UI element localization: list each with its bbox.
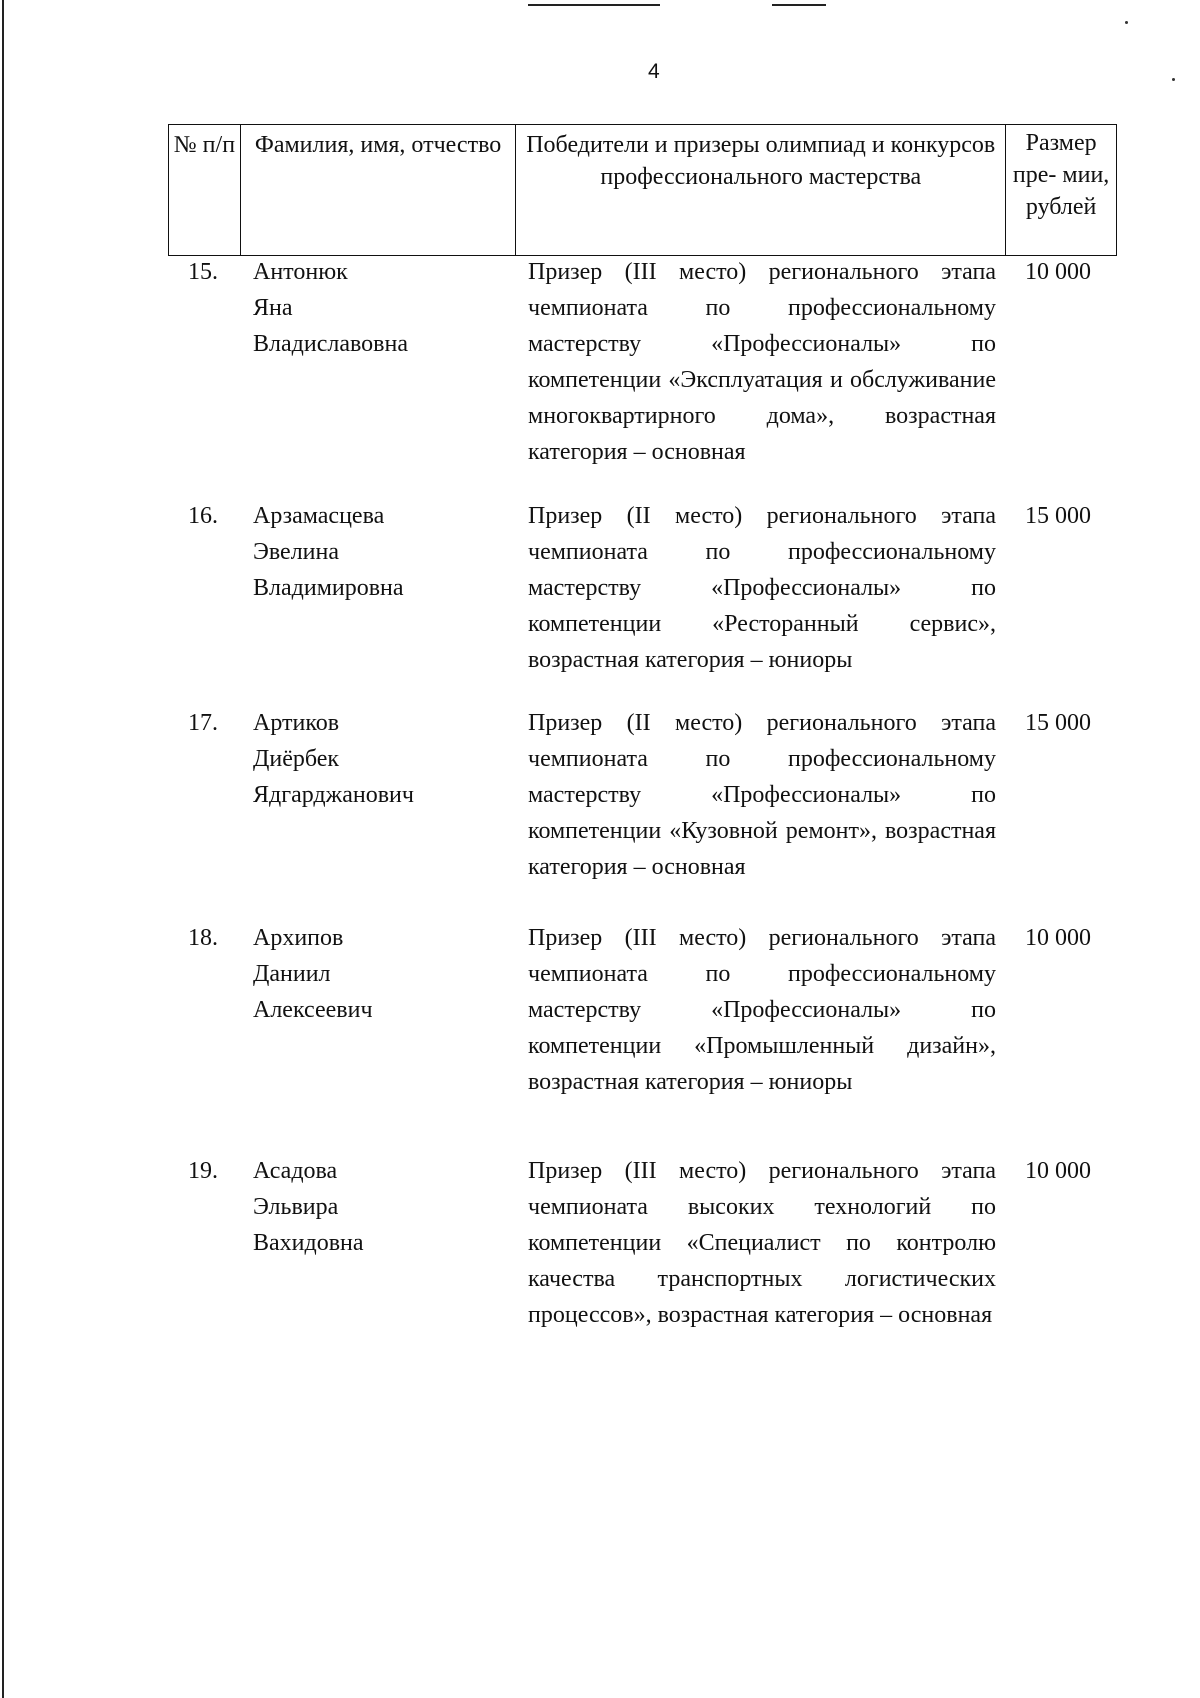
scan-mark — [528, 4, 660, 6]
first-name: Эльвира — [253, 1194, 339, 1220]
page-number: 4 — [648, 60, 660, 83]
row-number: 17. — [188, 710, 218, 736]
achievement-description: Призер (III место) регионального этапа чемпионата по профессиональному мастерству «Профессионалы» по компетенции «Эксплуатация и обслуживание многоквартирного дома», возрастная категория – основная — [528, 259, 996, 465]
patronymic: Вахидовна — [253, 1230, 364, 1256]
surname: Артиков — [253, 710, 340, 736]
row-number: 16. — [188, 503, 218, 529]
achievement-description: Призер (III место) регионального этапа чемпионата высоких технологий по компетенции «Специалист по контролю качества транспортных логистических процессов», возрастная категория – основная — [528, 1158, 996, 1328]
header-number: № п/п — [169, 125, 241, 255]
award-amount: 10 000 — [1025, 1158, 1091, 1184]
first-name: Эвелина — [253, 539, 340, 565]
surname: Антонюк — [253, 259, 348, 285]
patronymic: Ядгарджанович — [253, 782, 414, 808]
first-name: Яна — [253, 295, 293, 321]
first-name: Диёрбек — [253, 746, 340, 772]
scan-edge — [2, 0, 4, 1698]
achievement-description: Призер (III место) регионального этапа чемпионата по профессиональному мастерству «Профессионалы» по компетенции «Промышленный дизайн», возрастная категория – юниоры — [528, 925, 996, 1095]
header-full-name: Фамилия, имя, отчество — [241, 125, 516, 255]
table-header — [168, 124, 1117, 256]
award-amount: 10 000 — [1025, 925, 1091, 951]
surname: Арзамасцева — [253, 503, 385, 529]
scan-speck — [1172, 78, 1175, 81]
patronymic: Владиславовна — [253, 331, 408, 357]
scan-speck — [1125, 21, 1128, 24]
award-amount: 15 000 — [1025, 503, 1091, 529]
surname: Архипов — [253, 925, 344, 951]
achievement-description: Призер (II место) регионального этапа чемпионата по профессиональному мастерству «Профессионалы» по компетенции «Ресторанный сервис», возрастная категория – юниоры — [528, 503, 996, 673]
full-name — [253, 254, 408, 362]
first-name: Даниил — [253, 961, 331, 987]
full-name — [253, 498, 404, 606]
patronymic: Владимировна — [253, 575, 404, 601]
full-name — [253, 920, 373, 1028]
row-number: 18. — [188, 925, 218, 951]
scan-mark — [772, 4, 826, 6]
patronymic: Алексеевич — [253, 997, 373, 1023]
full-name — [253, 705, 414, 813]
row-number: 15. — [188, 259, 218, 285]
full-name — [253, 1153, 364, 1261]
row-number: 19. — [188, 1158, 218, 1184]
achievement-description: Призер (II место) регионального этапа чемпионата по профессиональному мастерству «Профессионалы» по компетенции «Кузовной ремонт», возрастная категория – основная — [528, 710, 996, 880]
award-amount: 10 000 — [1025, 259, 1091, 285]
surname: Асадова — [253, 1158, 338, 1184]
award-amount: 15 000 — [1025, 710, 1091, 736]
header-achievement: Победители и призеры олимпиад и конкурсов профессионального мастерства — [516, 125, 1006, 255]
header-award-amount: Размер пре- мии, рублей — [1012, 130, 1110, 220]
